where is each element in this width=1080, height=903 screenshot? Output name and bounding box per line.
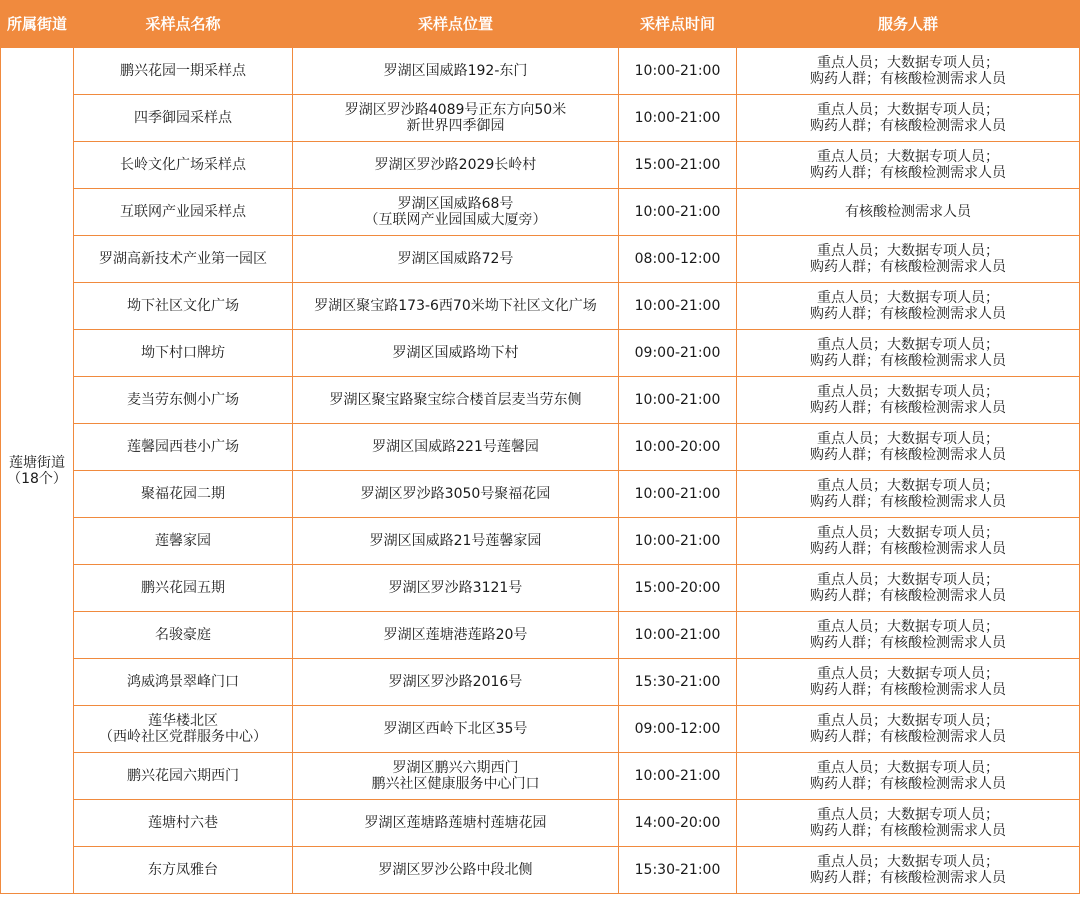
site-name-cell: 莲馨家园: [74, 518, 293, 565]
site-name-cell: 坳下社区文化广场: [74, 283, 293, 330]
table-row: [1, 706, 1080, 753]
site-time-cell: 10:00-21:00: [619, 189, 737, 236]
table-row: [1, 424, 1080, 471]
site-name-cell: 鹏兴花园六期西门: [74, 753, 293, 800]
site-name-cell: 鹏兴花园五期: [74, 565, 293, 612]
site-name-cell: 莲华楼北区 （西岭社区党群服务中心）: [74, 706, 293, 753]
site-name-cell: 莲馨园西巷小广场: [74, 424, 293, 471]
site-time-cell: 14:00-20:00: [619, 800, 737, 847]
site-time-cell: 15:30-21:00: [619, 847, 737, 894]
table-row: [1, 847, 1080, 894]
site-time-cell: 15:30-21:00: [619, 659, 737, 706]
header-site-name: 采样点名称: [74, 0, 293, 48]
site-time-cell: 10:00-21:00: [619, 95, 737, 142]
site-name-cell: 鹏兴花园一期采样点: [74, 48, 293, 95]
site-name-cell: 互联网产业园采样点: [74, 189, 293, 236]
service-group-cell: 有核酸检测需求人员: [737, 189, 1080, 236]
site-name-cell: 麦当劳东侧小广场: [74, 377, 293, 424]
table-row: [1, 753, 1080, 800]
table-row: [1, 95, 1080, 142]
site-time-cell: 10:00-21:00: [619, 283, 737, 330]
service-group-cell: 重点人员；大数据专项人员； 购药人群；有核酸检测需求人员: [737, 753, 1080, 800]
site-time-cell: 10:00-21:00: [619, 48, 737, 95]
site-time-cell: 15:00-20:00: [619, 565, 737, 612]
site-time-cell: 10:00-21:00: [619, 471, 737, 518]
table-row: [1, 518, 1080, 565]
site-location-cell: 罗湖区西岭下北区35号: [293, 706, 619, 753]
service-group-cell: 重点人员；大数据专项人员； 购药人群；有核酸检测需求人员: [737, 48, 1080, 95]
site-location-cell: 罗湖区罗沙公路中段北侧: [293, 847, 619, 894]
site-location-cell: 罗湖区国威路221号莲馨园: [293, 424, 619, 471]
site-location-cell: 罗湖区国威路72号: [293, 236, 619, 283]
site-time-cell: 09:00-21:00: [619, 330, 737, 377]
service-group-cell: 重点人员；大数据专项人员； 购药人群；有核酸检测需求人员: [737, 612, 1080, 659]
table-row: [1, 189, 1080, 236]
service-group-cell: 重点人员；大数据专项人员； 购药人群；有核酸检测需求人员: [737, 706, 1080, 753]
site-location-cell: 罗湖区罗沙路3050号聚福花园: [293, 471, 619, 518]
site-location-cell: 罗湖区国威路192-东门: [293, 48, 619, 95]
header-service-group: 服务人群: [737, 0, 1080, 48]
service-group-cell: 重点人员；大数据专项人员； 购药人群；有核酸检测需求人员: [737, 330, 1080, 377]
table-row: [1, 471, 1080, 518]
table-row: [1, 612, 1080, 659]
header-site-time: 采样点时间: [619, 0, 737, 48]
table-row: [1, 236, 1080, 283]
site-name-cell: 聚福花园二期: [74, 471, 293, 518]
header-row: [1, 0, 1080, 48]
table-row: [1, 142, 1080, 189]
header-district: 所属街道: [1, 0, 74, 48]
table-row: [1, 48, 1080, 95]
service-group-cell: 重点人员；大数据专项人员； 购药人群；有核酸检测需求人员: [737, 142, 1080, 189]
site-location-cell: 罗湖区聚宝路聚宝综合楼首层麦当劳东侧: [293, 377, 619, 424]
table-row: [1, 565, 1080, 612]
table-row: [1, 800, 1080, 847]
service-group-cell: 重点人员；大数据专项人员； 购药人群；有核酸检测需求人员: [737, 659, 1080, 706]
site-name-cell: 鸿威鸿景翠峰门口: [74, 659, 293, 706]
site-location-cell: 罗湖区国威路68号 （互联网产业园国威大厦旁）: [293, 189, 619, 236]
site-time-cell: 10:00-20:00: [619, 424, 737, 471]
site-location-cell: 罗湖区罗沙路4089号正东方向50米 新世界四季御园: [293, 95, 619, 142]
site-location-cell: 罗湖区国威路坳下村: [293, 330, 619, 377]
site-location-cell: 罗湖区罗沙路2029长岭村: [293, 142, 619, 189]
district-cell: 莲塘街道 （18个）: [1, 48, 74, 894]
site-time-cell: 08:00-12:00: [619, 236, 737, 283]
service-group-cell: 重点人员；大数据专项人员； 购药人群；有核酸检测需求人员: [737, 518, 1080, 565]
service-group-cell: 重点人员；大数据专项人员； 购药人群；有核酸检测需求人员: [737, 471, 1080, 518]
service-group-cell: 重点人员；大数据专项人员； 购药人群；有核酸检测需求人员: [737, 800, 1080, 847]
site-location-cell: 罗湖区鹏兴六期西门 鹏兴社区健康服务中心门口: [293, 753, 619, 800]
table-row: [1, 659, 1080, 706]
table-row: [1, 283, 1080, 330]
service-group-cell: 重点人员；大数据专项人员； 购药人群；有核酸检测需求人员: [737, 283, 1080, 330]
site-name-cell: 长岭文化广场采样点: [74, 142, 293, 189]
site-time-cell: 09:00-12:00: [619, 706, 737, 753]
site-location-cell: 罗湖区莲塘港莲路20号: [293, 612, 619, 659]
header-site-location: 采样点位置: [293, 0, 619, 48]
site-name-cell: 名骏豪庭: [74, 612, 293, 659]
service-group-cell: 重点人员；大数据专项人员； 购药人群；有核酸检测需求人员: [737, 847, 1080, 894]
service-group-cell: 重点人员；大数据专项人员； 购药人群；有核酸检测需求人员: [737, 377, 1080, 424]
service-group-cell: 重点人员；大数据专项人员； 购药人群；有核酸检测需求人员: [737, 236, 1080, 283]
site-name-cell: 四季御园采样点: [74, 95, 293, 142]
site-location-cell: 罗湖区莲塘路莲塘村莲塘花园: [293, 800, 619, 847]
site-location-cell: 罗湖区罗沙路3121号: [293, 565, 619, 612]
service-group-cell: 重点人员；大数据专项人员； 购药人群；有核酸检测需求人员: [737, 565, 1080, 612]
site-time-cell: 10:00-21:00: [619, 753, 737, 800]
site-time-cell: 15:00-21:00: [619, 142, 737, 189]
site-time-cell: 10:00-21:00: [619, 377, 737, 424]
site-location-cell: 罗湖区国威路21号莲馨家园: [293, 518, 619, 565]
table-body: [1, 48, 1080, 894]
service-group-cell: 重点人员；大数据专项人员； 购药人群；有核酸检测需求人员: [737, 424, 1080, 471]
site-name-cell: 莲塘村六巷: [74, 800, 293, 847]
site-time-cell: 10:00-21:00: [619, 612, 737, 659]
site-location-cell: 罗湖区聚宝路173-6西70米坳下社区文化广场: [293, 283, 619, 330]
site-location-cell: 罗湖区罗沙路2016号: [293, 659, 619, 706]
site-name-cell: 坳下村口牌坊: [74, 330, 293, 377]
site-name-cell: 罗湖高新技术产业第一园区: [74, 236, 293, 283]
site-name-cell: 东方凤雅台: [74, 847, 293, 894]
site-time-cell: 10:00-21:00: [619, 518, 737, 565]
table-row: [1, 330, 1080, 377]
service-group-cell: 重点人员；大数据专项人员； 购药人群；有核酸检测需求人员: [737, 95, 1080, 142]
table-row: [1, 377, 1080, 424]
